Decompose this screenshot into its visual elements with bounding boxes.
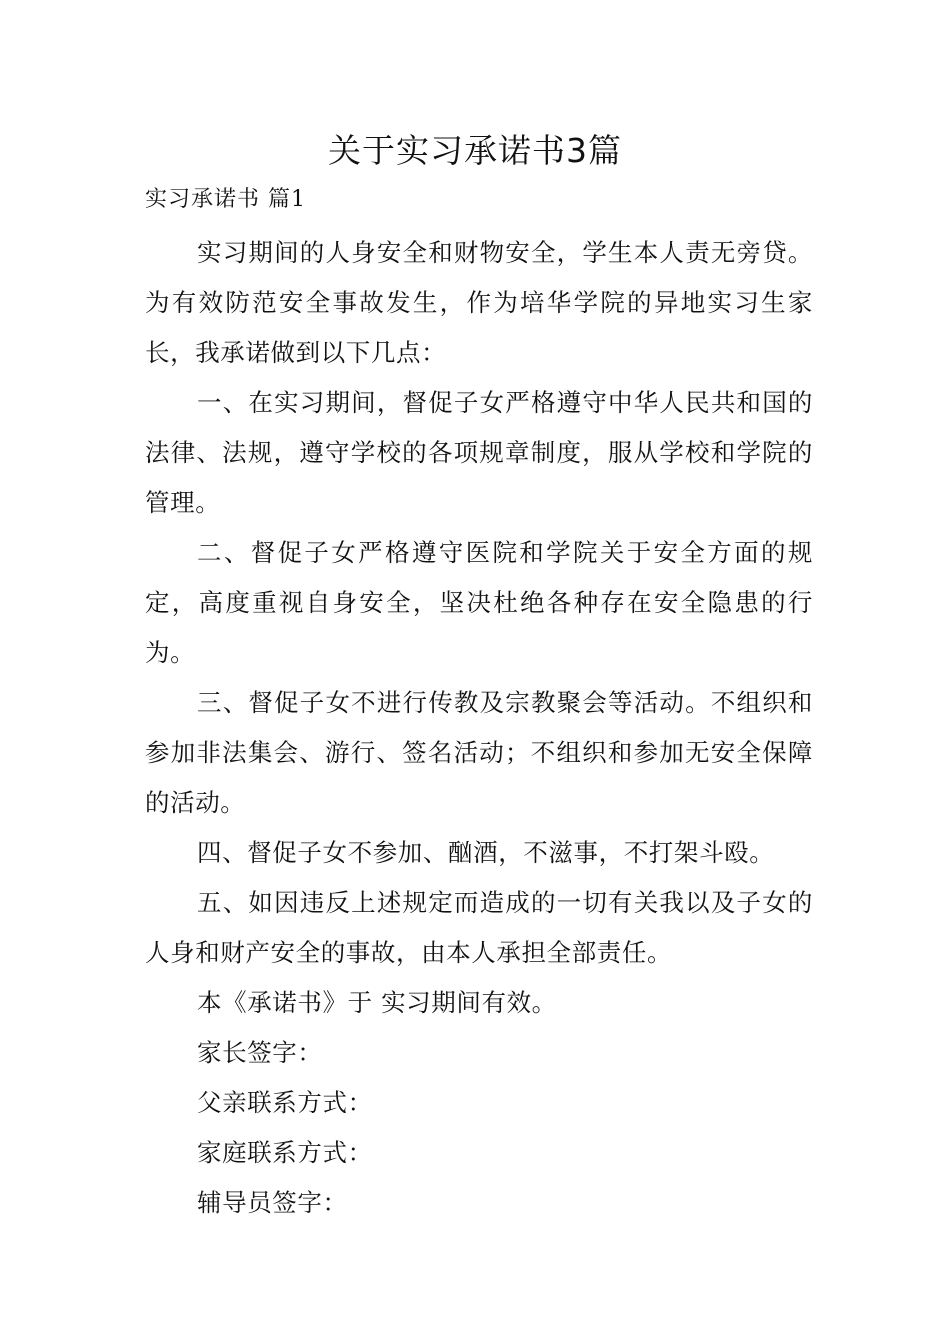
paragraph-validity: 本《承诺书》于 实习期间有效。 xyxy=(197,988,557,1017)
document-body xyxy=(145,228,813,1228)
paragraph-item-3: 三、督促子女不进行传教及宗教聚会等活动。不组织和参加非法集会、游行、签名活动；不组织和参加无安全保障的活动。 xyxy=(145,688,813,817)
paragraph-item-1: 一、在实习期间，督促子女严格遵守中华人民共和国的法律、法规，遵守学校的各项规章制度，服从学校和学院的管理。 xyxy=(145,388,813,517)
paragraph-item-2: 二、督促子女严格遵守医院和学院关于安全方面的规定，高度重视自身安全，坚决杜绝各种存在安全隐患的行为。 xyxy=(145,538,813,667)
signature-parent: 家长签字： xyxy=(197,1038,323,1067)
document-title: 关于实习承诺书3篇 xyxy=(328,131,622,170)
paragraph-item-5: 五、如因违反上述规定而造成的一切有关我以及子女的人身和财产安全的事故，由本人承担全部责任。 xyxy=(145,888,813,967)
signature-counselor: 辅导员签字： xyxy=(197,1188,348,1217)
section-heading: 实习承诺书 篇1 xyxy=(145,187,306,212)
signature-father-contact: 父亲联系方式： xyxy=(197,1088,373,1117)
signature-family-contact: 家庭联系方式： xyxy=(197,1138,373,1167)
paragraph-intro: 实习期间的人身安全和财物安全，学生本人责无旁贷。为有效防范安全事故发生，作为培华学院的异地实习生家长，我承诺做到以下几点： xyxy=(145,238,813,367)
paragraph-item-4: 四、督促子女不参加、酗酒，不滋事，不打架斗殴。 xyxy=(197,838,775,867)
